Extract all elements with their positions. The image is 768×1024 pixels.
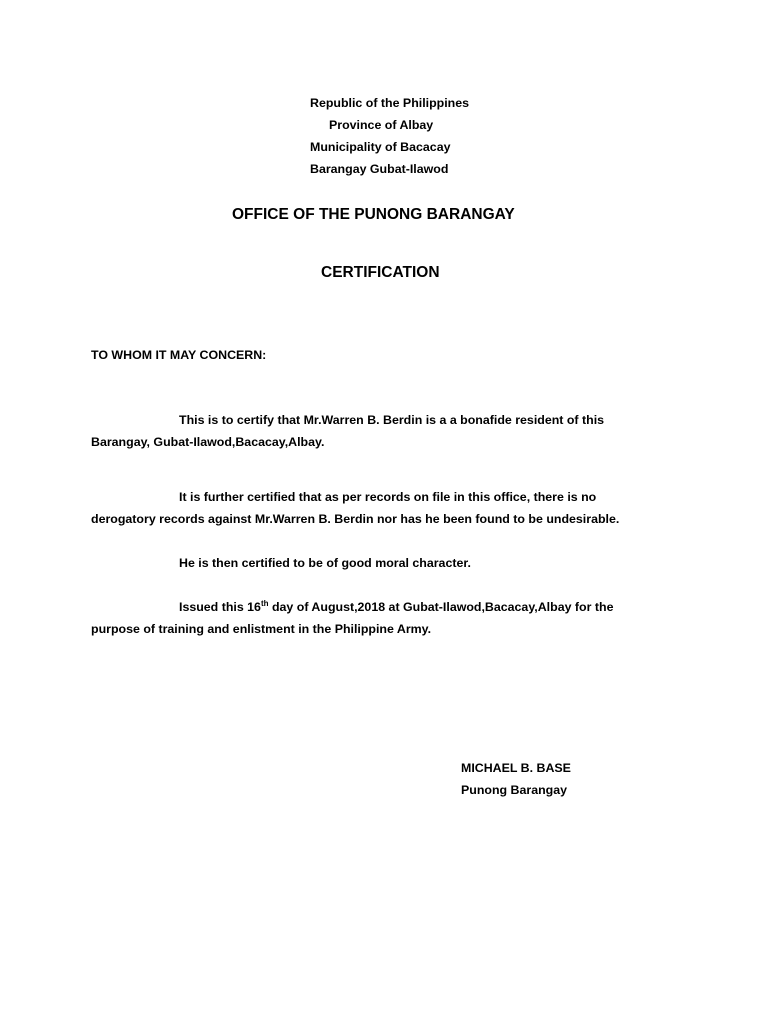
paragraph-2-line-1: It is further certified that as per records on file in this office, there is no (179, 490, 597, 504)
paragraph-4-line-2: purpose of training and enlistment in the Philippine Army. (91, 622, 432, 636)
issue-date-ordinal: th (260, 598, 269, 608)
signatory-position: Punong Barangay (461, 783, 568, 797)
header-country: Republic of the Philippines (310, 96, 470, 110)
paragraph-4-line-1 (179, 599, 613, 615)
header-municipality: Municipality of Bacacay (310, 140, 451, 154)
header-barangay: Barangay Gubat-Ilawod (310, 162, 449, 176)
issue-date-lead: Issued this 16 (179, 600, 261, 614)
paragraph-3-line-1: He is then certified to be of good moral character. (179, 556, 471, 570)
office-title: OFFICE OF THE PUNONG BARANGAY (232, 206, 515, 223)
signatory-name: MICHAEL B. BASE (461, 761, 571, 775)
issue-date-rest: day of August,2018 at Gubat-Ilawod,Bacacay,Albay for the (268, 600, 614, 614)
header-province: Province of Albay (329, 118, 434, 132)
paragraph-2-line-2: derogatory records against Mr.Warren B. Berdin nor has he been found to be undesirable. (91, 512, 620, 526)
salutation: TO WHOM IT MAY CONCERN: (91, 348, 267, 362)
document-title: CERTIFICATION (321, 264, 440, 281)
paragraph-1-line-1: This is to certify that Mr.Warren B. Berdin is a a bonafide resident of this (179, 413, 605, 427)
paragraph-1-line-2: Barangay, Gubat-Ilawod,Bacacay,Albay. (91, 435, 325, 449)
